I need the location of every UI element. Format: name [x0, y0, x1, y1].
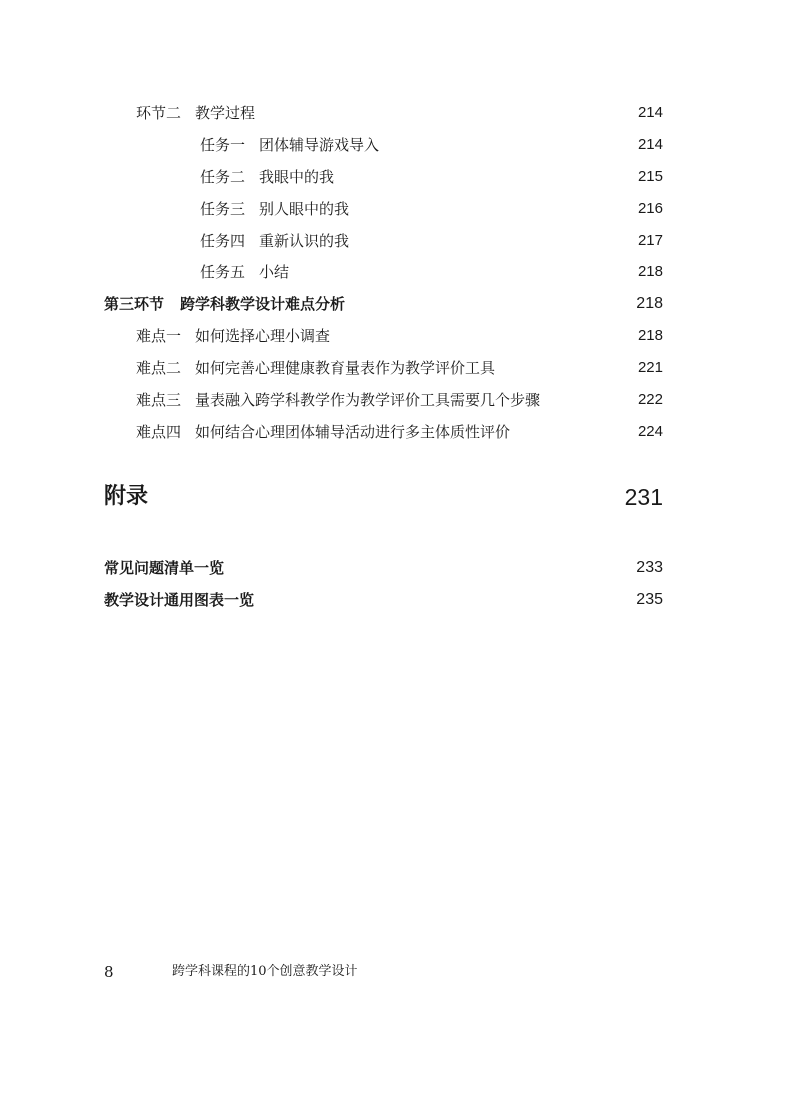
- toc-entry-label: 任务一 团体辅导游戏导入: [200, 136, 380, 154]
- toc-entry[interactable]: [104, 100, 663, 126]
- toc-section-page: 218: [636, 295, 663, 312]
- toc-entry[interactable]: [104, 132, 663, 158]
- toc-section-entry[interactable]: [104, 291, 663, 317]
- appendix-entry-label: 教学设计通用图表一览: [104, 591, 255, 609]
- toc-entry-label: 任务三 别人眼中的我: [200, 200, 350, 218]
- toc-entry-label: 难点四 如何结合心理团体辅导活动进行多主体质性评价: [136, 423, 511, 441]
- toc-entry-label: 环节二 教学过程: [136, 104, 256, 122]
- toc-entry-label: 难点二 如何完善心理健康教育量表作为教学评价工具: [136, 359, 496, 377]
- toc-entry-label: 任务二 我眼中的我: [200, 168, 335, 186]
- toc-entry[interactable]: [104, 259, 663, 285]
- toc-entry[interactable]: [104, 228, 663, 254]
- toc-entry-page: 224: [637, 423, 663, 440]
- toc-entry-page: 215: [637, 168, 663, 185]
- toc-entry-label: 难点三 量表融入跨学科教学作为教学评价工具需要几个步骤: [136, 391, 541, 409]
- toc-appendix-entry[interactable]: [104, 555, 663, 581]
- toc-entry[interactable]: [104, 196, 663, 222]
- toc-entry-label: 任务四 重新认识的我: [200, 232, 350, 250]
- toc-entry[interactable]: [104, 323, 663, 349]
- toc-entry-page: 216: [637, 200, 663, 217]
- toc-entry-page: 218: [637, 263, 663, 280]
- appendix-entry-label: 常见问题清单一览: [104, 559, 225, 577]
- appendix-title: 附录: [104, 484, 149, 509]
- toc-entry-page: 222: [637, 391, 663, 408]
- toc-entry-label: 任务五 小结: [200, 263, 290, 281]
- toc-entry-page: 218: [637, 327, 663, 344]
- appendix-entry-page: 235: [636, 591, 663, 608]
- toc-entry-label: 难点一 如何选择心理小调查: [136, 327, 331, 345]
- toc-entry-page: 214: [637, 104, 663, 121]
- appendix-page: 231: [624, 484, 663, 510]
- footer-page-number: 8: [104, 963, 114, 981]
- toc-entry[interactable]: [104, 164, 663, 190]
- appendix-entry-page: 233: [636, 559, 663, 576]
- toc-appendix-heading[interactable]: [104, 477, 663, 517]
- toc-entry[interactable]: [104, 419, 663, 445]
- toc-entry[interactable]: [104, 355, 663, 381]
- toc-section-label: 第三环节 跨学科教学设计难点分析: [104, 295, 346, 313]
- toc-appendix-entry[interactable]: [104, 587, 663, 613]
- toc-entry-page: 217: [637, 232, 663, 249]
- toc-entry-page: 214: [637, 136, 663, 153]
- toc-entry-page: 221: [637, 359, 663, 376]
- footer-book-title: 跨学科课程的10个创意教学设计: [172, 964, 358, 979]
- toc-entry[interactable]: [104, 387, 663, 413]
